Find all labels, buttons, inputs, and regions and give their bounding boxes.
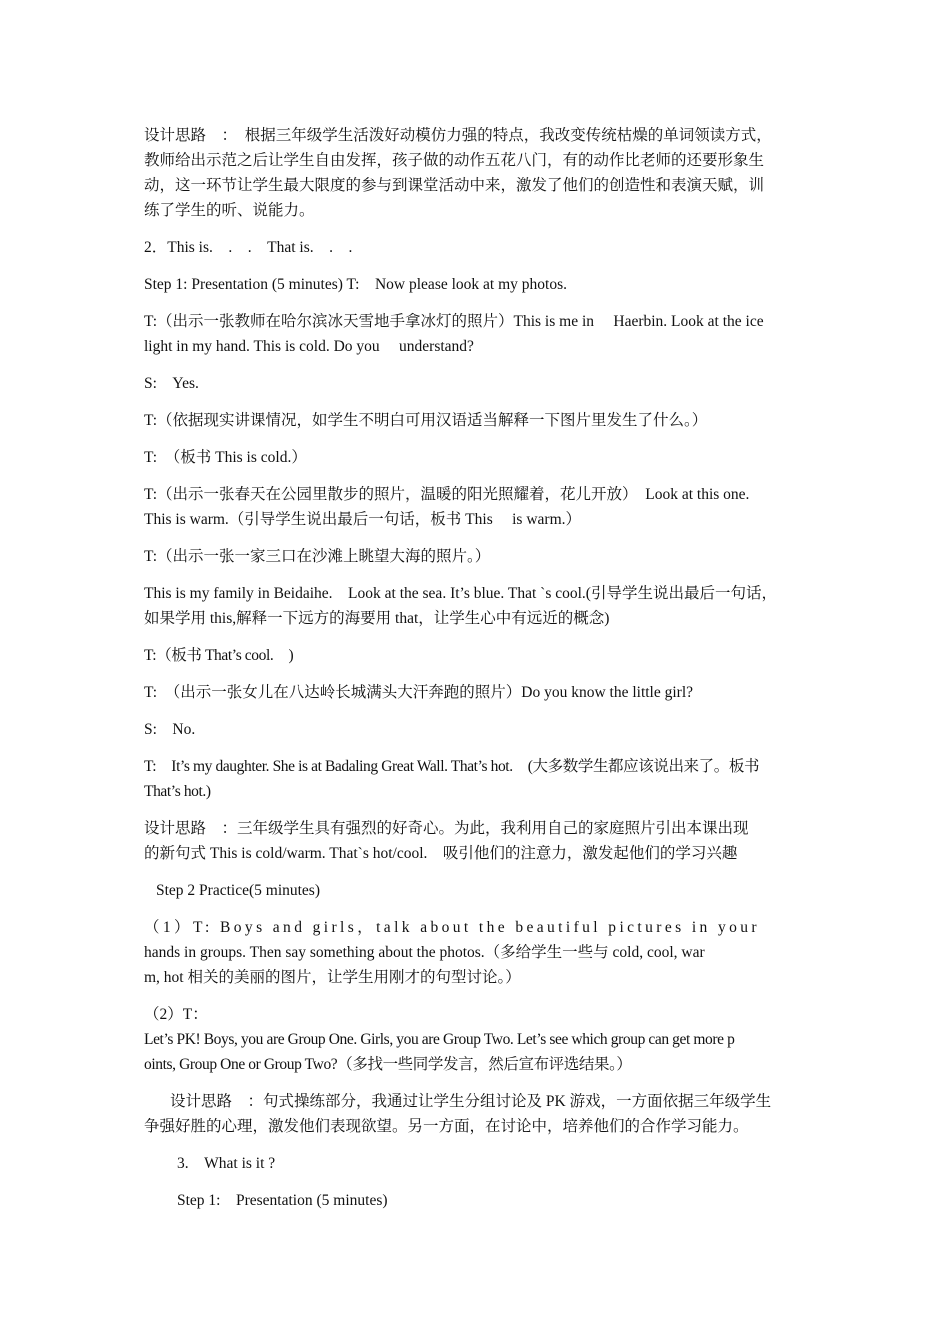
text-line: 3. What is it ? bbox=[177, 1155, 276, 1172]
dialogue-student-yes bbox=[144, 371, 810, 396]
text-line: This is my family in Beidaihe. Look at the sea. It’s blue. That `s cool.(引导学生说出最后一句话， bbox=[144, 585, 777, 602]
text-line: （1）T: Boys and girls，talk about the beautiful pictures in your bbox=[144, 919, 760, 936]
practice-item-1 bbox=[144, 915, 810, 990]
dialogue-family-beidaihe bbox=[144, 581, 810, 631]
practice-item-2 bbox=[144, 1002, 810, 1077]
text-line: 的新句式 This is cold/warm. That`s hot/cool. 吸引他们的注意力，激发起他们的学习兴趣 bbox=[144, 845, 738, 862]
text-line: T:（出示一张春天在公园里散步的照片，温暖的阳光照耀着，花儿开放） Look at this one. bbox=[144, 486, 750, 503]
dialogue-teacher-hot bbox=[144, 754, 810, 804]
text-line: 练了学生的听、说能力。 bbox=[144, 202, 315, 219]
step2-practice-heading bbox=[144, 878, 810, 903]
text-line: T:（板书 That’s cool. ) bbox=[144, 647, 294, 664]
design-idea-paragraph-2 bbox=[144, 816, 810, 866]
text-line: T: It’s my daughter. She is at Badaling Great Wall. That’s hot. (大多数学生都应该说出来了。板书 bbox=[144, 758, 760, 775]
dialogue-teacher-beach bbox=[144, 544, 810, 569]
text-line: This is warm.（引导学生说出最后一句话，板书 This is warm.） bbox=[144, 511, 581, 528]
text-line: 设计思路 ：句式操练部分，我通过让学生分组讨论及 PK 游戏，一方面依据三年级学生 bbox=[170, 1093, 772, 1110]
text-line: T:（出示一张一家三口在沙滩上眺望大海的照片。） bbox=[144, 548, 491, 565]
text-line: 设计思路 ： 根据三年级学生活泼好动模仿力强的特点，我改变传统枯燥的单词领读方式， bbox=[144, 127, 772, 144]
text-line: 如果学用 this,解释一下远方的海要用 that，让学生心中有远近的概念) bbox=[144, 610, 610, 627]
text-line: S: Yes. bbox=[144, 375, 199, 392]
text-line: 2．This is. . . That is. . . bbox=[144, 239, 353, 256]
dialogue-student-no bbox=[144, 717, 810, 742]
text-line: m, hot 相关的美丽的图片，让学生用刚才的句型讨论。） bbox=[144, 969, 521, 986]
dialogue-teacher-board-cold bbox=[144, 445, 810, 470]
text-line: T: （板书 This is cold.） bbox=[144, 449, 307, 466]
step1-presentation bbox=[144, 272, 810, 297]
text-line: S: No. bbox=[144, 721, 196, 738]
design-idea-paragraph-1 bbox=[144, 123, 810, 223]
design-idea-paragraph-3 bbox=[144, 1089, 810, 1139]
text-line: Step 1: Presentation (5 minutes) T: Now please look at my photos. bbox=[144, 276, 567, 293]
text-line: T: （出示一张女儿在八达岭长城满头大汗奔跑的照片）Do you know the little girl? bbox=[144, 684, 694, 701]
text-line: 教师给出示范之后让学生自由发挥，孩子做的动作五花八门，有的动作比老师的还要形象生 bbox=[144, 152, 765, 169]
text-line: 争强好胜的心理，激发他们表现欲望。另一方面，在讨论中，培养他们的合作学习能力。 bbox=[144, 1118, 749, 1135]
text-line: 设计思路 ：三年级学生具有强烈的好奇心。为此，我利用自己的家庭照片引出本课出现 bbox=[144, 820, 749, 837]
text-line: light in my hand. This is cold. Do you understand? bbox=[144, 338, 474, 355]
text-line: Let’s PK! Boys, you are Group One. Girls, you are Group Two. Let’s see which group can get more p bbox=[144, 1031, 735, 1048]
text-line: T:（出示一张教师在哈尔滨冰天雪地手拿冰灯的照片）This is me in Haerbin. Look at the ice bbox=[144, 313, 764, 330]
dialogue-teacher-haerbin bbox=[144, 309, 810, 359]
dialogue-teacher-daughter bbox=[144, 680, 810, 705]
text-line: 动，这一环节让学生最大限度的参与到课堂活动中来，激发了他们的创造性和表演天赋，训 bbox=[144, 177, 765, 194]
section-heading-what-is-it bbox=[144, 1151, 810, 1176]
dialogue-teacher-board-cool bbox=[144, 643, 810, 668]
text-line: hands in groups. Then say something about the photos.（多给学生一些与 cold, cool, war bbox=[144, 944, 705, 961]
dialogue-teacher-explain bbox=[144, 408, 810, 433]
dialogue-teacher-warm bbox=[144, 482, 810, 532]
text-line: That’s hot.) bbox=[144, 783, 211, 800]
text-line: Step 1: Presentation (5 minutes) bbox=[177, 1192, 388, 1209]
text-line: Step 2 Practice(5 minutes) bbox=[156, 882, 320, 899]
text-line: T:（依据现实讲课情况，如学生不明白可用汉语适当解释一下图片里发生了什么。） bbox=[144, 412, 708, 429]
text-line: oints, Group One or Group Two?（多找一些同学发言，然后宣布评选结果。） bbox=[144, 1056, 632, 1073]
text-line: （2）T： bbox=[144, 1006, 208, 1023]
step1-presentation-2 bbox=[144, 1188, 810, 1213]
section-heading-this-that bbox=[144, 235, 810, 260]
